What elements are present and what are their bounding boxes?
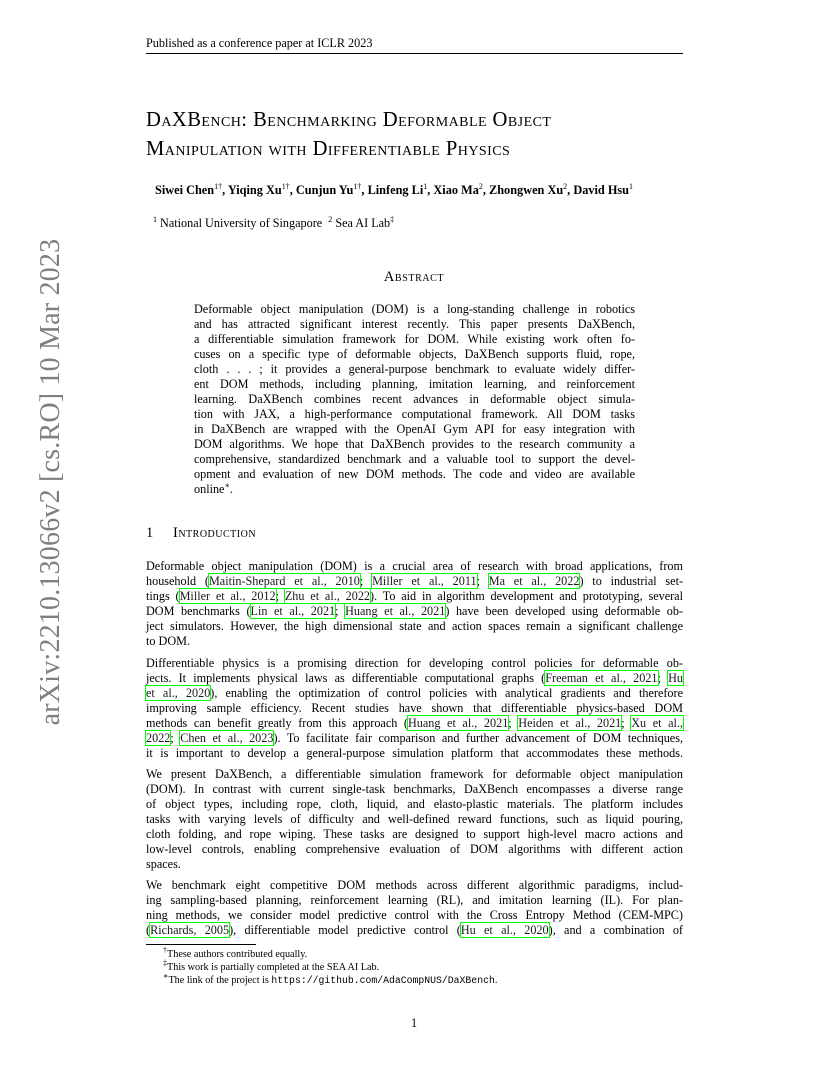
citation-link[interactable]: et al., 2020 (146, 686, 211, 700)
author-name: Linfeng Li (367, 183, 424, 197)
page-number: 1 (410, 1016, 418, 1030)
text-line: tasks with varying levels of difficulty and well-defined reward functions, such as liquid pouring, (146, 812, 683, 826)
text-line: ning methods, we consider model predictive control with the Cross Entropy Method (CEM-MPC) (146, 908, 683, 922)
text-line: ject simulators. However, the high dimensional state and action spaces remain a significant challenge (146, 619, 683, 633)
running-header: Published as a conference paper at ICLR 2023 (146, 36, 373, 50)
paragraph-3 (146, 767, 683, 872)
text-span: ( (146, 923, 151, 937)
paragraph-1 (146, 559, 683, 649)
author-name: Yiqing Xu (227, 183, 282, 197)
affiliation-mark: ‡ (390, 214, 395, 224)
abstract-body (194, 302, 635, 497)
citation-link[interactable]: 2022 (146, 731, 171, 745)
author-name: Zhongwen Xu (489, 183, 564, 197)
footnote (163, 958, 683, 974)
text-line: ing sampling-based planning, reinforcement learning (RL), and imitation learning (IL). For plan- (146, 893, 683, 907)
abstract-line (194, 482, 635, 497)
author-affiliation-mark: 1† (214, 181, 223, 191)
title-line-2: Manipulation with Differentiable Physics (146, 138, 511, 160)
author-affiliation-mark: 2 (478, 181, 483, 191)
text-line: low-level controls, enabling comprehensive evaluation of DOM algorithms with different action (146, 842, 683, 856)
citation-link[interactable]: Huang et al., 2021 (407, 716, 509, 730)
author-name: Xiao Ma (433, 183, 479, 197)
citation-link[interactable]: Xu et al., (631, 716, 683, 730)
text-span: ; (335, 604, 346, 618)
section-title: Introduction (173, 525, 257, 541)
author-affiliation-mark: 1 (423, 181, 428, 191)
text-span: ; (508, 716, 519, 730)
footnote-mark: † (163, 945, 167, 955)
abstract-line: comprehensive, standardized benchmark and a valuable tool to support the devel- (194, 452, 635, 466)
abstract-line: cuses on a specific type of deformable objects, DaXBench supports fluid, rope, (194, 347, 635, 361)
text-line: to DOM. (146, 634, 191, 648)
text-span: ) have been developed using deformable ob- (445, 604, 683, 618)
title-line-1: DaXBench: Benchmarking Deformable Object (146, 109, 552, 131)
citation-link[interactable]: Miller et al., 2011 (372, 574, 477, 588)
text-line: Differentiable physics is a promising direction for developing control policies for deformable ob- (146, 656, 683, 670)
footnote-ref[interactable]: ∗ (224, 480, 230, 490)
text-line (146, 604, 683, 619)
footnote-text: These authors contributed equally. (167, 949, 308, 960)
affiliation-sea: Sea AI Lab (335, 216, 391, 230)
text-span: ), and a combination of (548, 923, 683, 937)
text-span: ; (476, 574, 489, 588)
footnote-text: This work is partially completed at the SEA AI Lab. (167, 962, 380, 973)
abstract-line: DOM algorithms. We hope that DaXBench provides to the research community a (194, 437, 635, 451)
footnote-text: The link of the project is (168, 975, 272, 986)
author-name: Cunjun Yu (295, 183, 354, 197)
citation-link[interactable]: Richards, 2005 (150, 923, 230, 937)
abstract-line: Deformable object manipulation (DOM) is a long-standing challenge in robotics (194, 302, 635, 316)
text-span: ). To aid in algorithm development and prototyping, several (370, 589, 683, 603)
text-line: it is important to develop a general-purpose simulation platform that accommodates these methods. (146, 746, 683, 760)
abstract-last-word: online (194, 482, 225, 496)
project-url-link[interactable]: https://github.com/AdaCompNUS/DaXBench (271, 975, 495, 986)
text-span: ; (359, 574, 373, 588)
footnote (163, 971, 683, 987)
abstract-heading: Abstract (383, 269, 445, 285)
footnote-mark: ‡ (163, 958, 167, 968)
citation-link[interactable]: Hu et al., 2020 (460, 923, 549, 937)
paper-title (146, 106, 706, 164)
text-span: DOM benchmarks ( (146, 604, 251, 618)
citation-link[interactable]: Zhu et al., 2022 (284, 589, 371, 603)
abstract-period: . (229, 482, 233, 496)
abstract-line: learning. DaXBench combines recent advances in deformable object simula- (194, 392, 635, 406)
text-span: ), differentiable model predictive control ( (229, 923, 461, 937)
text-span: jects. It implements physical laws as differentiable computational graphs ( (146, 671, 546, 685)
citation-link[interactable]: Chen et al., 2023 (180, 731, 274, 745)
author-affiliation-mark: 2 (563, 181, 568, 191)
text-span: ; (657, 671, 669, 685)
text-span: methods can benefit greatly from this approach ( (146, 716, 408, 730)
affiliation-mark: 1 (153, 214, 157, 224)
text-span: ; (275, 589, 285, 603)
text-line: of object types, including rope, cloth, liquid, and elasto-plastic materials. The platform includes (146, 797, 683, 811)
text-line: cloth folding, and rope wiping. These tasks are designed to support high-level macro actions and (146, 827, 683, 841)
text-span: ; (170, 731, 181, 745)
citation-link[interactable]: Ma et al., 2022 (488, 574, 580, 588)
text-line (146, 589, 683, 604)
abstract-line: and has attracted significant interest recently. This paper presents DaXBench, (194, 317, 635, 331)
affiliations (153, 214, 394, 232)
citation-link[interactable]: Lin et al., 2021 (250, 604, 336, 618)
text-span: ), enabling the optimization of control policies with analytical gradients and therefore (210, 686, 683, 700)
header-rule (146, 53, 683, 54)
text-line: (DOM). In contrast with current single-task benchmarks, DaXBench encompasses a diverse range (146, 782, 683, 796)
citation-link[interactable]: Huang et al., 2021 (345, 604, 446, 618)
citation-link[interactable]: Hu (668, 671, 684, 685)
text-line (146, 716, 683, 731)
abstract-line: a differentiable simulation framework for DOM. While existing work often fo- (194, 332, 635, 346)
author-affiliation-mark: 1† (353, 181, 362, 191)
text-line: improving sample efficiency. Recent studies have shown that differentiable physics-based DOM (146, 701, 683, 715)
author-list: Siwei Chen$^{1\dagger}$, Yiqing $Xu^{1\dagger}$, Cunjun $Yu^{1\dagger}$, Linfeng Li$^1$, Xiao Ma$^2$, Zhongwen Xu$^2$, David Hsu$^1$ (155, 181, 634, 197)
author-affiliation-mark: 1 (629, 181, 634, 191)
text-span: ) to industrial set- (579, 574, 684, 588)
citation-link[interactable]: Maitin-Shepard et al., 2010 (208, 574, 360, 588)
footnote (163, 945, 683, 961)
abstract-line: opment and evaluation of new DOM methods. The code and video are available (194, 467, 635, 481)
text-line (146, 671, 683, 686)
text-span: household ( (146, 574, 209, 588)
text-line: spaces. (146, 857, 181, 871)
text-line (146, 731, 683, 746)
text-span: tings ( (146, 589, 180, 603)
text-line (146, 686, 683, 701)
text-line: Deformable object manipulation (DOM) is a crucial area of research with broad applications, from (146, 559, 683, 573)
text-span: ; (621, 716, 632, 730)
text-line (146, 923, 683, 938)
text-line: We benchmark eight competitive DOM methods across different algorithmic paradigms, includ- (146, 878, 683, 892)
footnotes (163, 945, 683, 987)
section-number: 1 (146, 525, 154, 541)
abstract-line: in DaXBench are wrapped with the OpenAI Gym API for easy integration with (194, 422, 635, 436)
abstract-line: cloth . . . ; it provides a general-purpose benchmark to evaluate widely differ- (194, 362, 635, 376)
author-name: Siwei Chen (155, 183, 215, 197)
footnote-text: . (494, 975, 498, 986)
text-line (146, 574, 683, 589)
abstract-line: ent DOM methods, including planning, imitation learning, and reinforcement (194, 377, 635, 391)
paragraph-4 (146, 878, 683, 938)
affiliation-nus: National University of Singapore (160, 216, 323, 230)
footnote-mark: ∗ (163, 971, 169, 981)
text-line: We present DaXBench, a differentiable simulation framework for deformable object manipulation (146, 767, 683, 781)
section-heading (146, 524, 256, 542)
paragraph-2 (146, 656, 683, 761)
citation-link[interactable]: Heiden et al., 2021 (518, 716, 622, 730)
arxiv-stamp: arXiv:2210.13066v2 [cs.RO] 10 Mar 2023 (35, 238, 66, 726)
citation-link[interactable]: Freeman et al., 2021 (545, 671, 658, 685)
author-affiliation-mark: 1† (281, 181, 290, 191)
citation-link[interactable]: Miller et al., 2012 (179, 589, 276, 603)
author-name: David Hsu (573, 183, 630, 197)
text-span: ). To facilitate fair comparison and further advancement of DOM techniques, (273, 731, 683, 745)
abstract-line: tion with JAX, a high-performance computational framework. All DOM tasks (194, 407, 635, 421)
affiliation-mark: 2 (328, 214, 333, 224)
